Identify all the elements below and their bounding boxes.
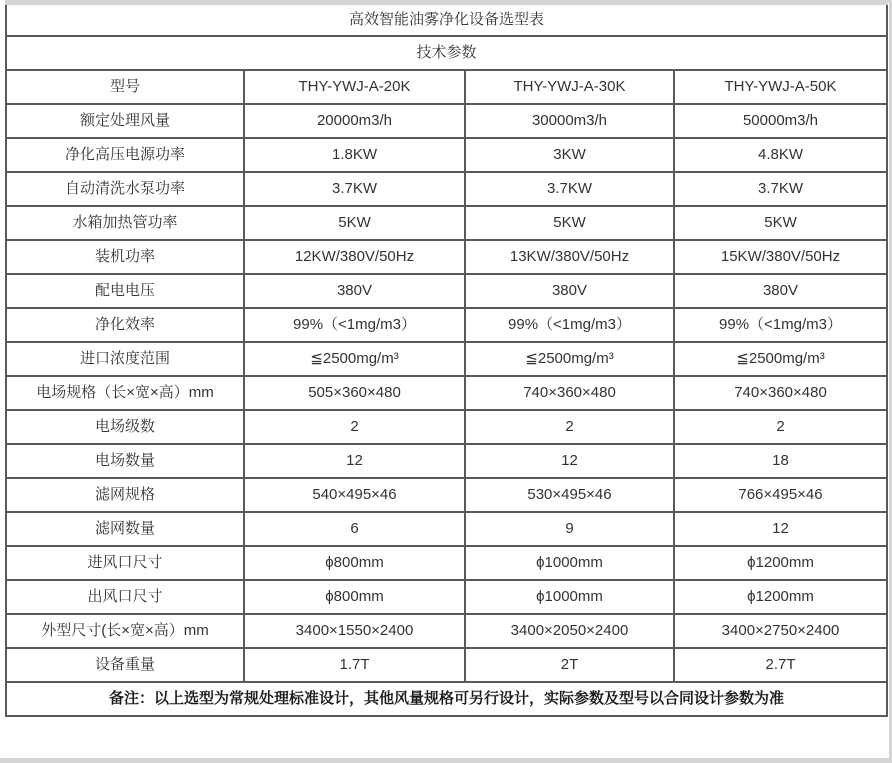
- spec-value-cell: 99%（<1mg/m3）: [465, 308, 674, 342]
- spec-row-weight: [6, 648, 887, 682]
- spec-value-cell: 20000m3/h: [244, 104, 465, 138]
- spec-row-heater-power: [6, 206, 887, 240]
- spec-label-cell: 自动清洗水泵功率: [6, 172, 244, 206]
- spec-value-cell: 13KW/380V/50Hz: [465, 240, 674, 274]
- spec-label-cell: 装机功率: [6, 240, 244, 274]
- section-row: [6, 36, 887, 70]
- spec-row-installed-power: [6, 240, 887, 274]
- spec-row-hv-power: [6, 138, 887, 172]
- spec-value-cell: 2: [244, 410, 465, 444]
- spec-row-inlet-size: [6, 546, 887, 580]
- spec-label-cell: 滤网规格: [6, 478, 244, 512]
- spec-value-cell: THY-YWJ-A-20K: [244, 70, 465, 104]
- spec-value-cell: 4.8KW: [674, 138, 887, 172]
- spec-value-cell: 50000m3/h: [674, 104, 887, 138]
- page-edge-bottom: [0, 758, 892, 763]
- spec-value-cell: 99%（<1mg/m3）: [244, 308, 465, 342]
- spec-value-cell: ≦2500mg/m³: [465, 342, 674, 376]
- table-title: 高效智能油雾净化设备选型表: [6, 4, 887, 37]
- spec-value-cell: 9: [465, 512, 674, 546]
- note-text: 备注：以上选型为常规处理标准设计，其他风量规格可另行设计，实际参数及型号以合同设计参数为准: [6, 682, 887, 716]
- spec-value-cell: 1.8KW: [244, 138, 465, 172]
- spec-value-cell: ≦2500mg/m³: [244, 342, 465, 376]
- spec-row-inlet-concentration: [6, 342, 887, 376]
- spec-value-cell: 380V: [465, 274, 674, 308]
- spec-value-cell: ϕ1000mm: [465, 580, 674, 614]
- spec-row-field-size: [6, 376, 887, 410]
- spec-value-cell: ≦2500mg/m³: [674, 342, 887, 376]
- spec-value-cell: ϕ800mm: [244, 546, 465, 580]
- spec-label-cell: 水箱加热管功率: [6, 206, 244, 240]
- spec-label-cell: 额定处理风量: [6, 104, 244, 138]
- spec-row-filter-size: [6, 478, 887, 512]
- spec-value-cell: THY-YWJ-A-50K: [674, 70, 887, 104]
- spec-value-cell: 3.7KW: [465, 172, 674, 206]
- spec-value-cell: 505×360×480: [244, 376, 465, 410]
- spec-value-cell: 3400×1550×2400: [244, 614, 465, 648]
- spec-table: [5, 2, 888, 717]
- spec-value-cell: 3400×2750×2400: [674, 614, 887, 648]
- spec-label-cell: 设备重量: [6, 648, 244, 682]
- spec-row-outlet-size: [6, 580, 887, 614]
- spec-value-cell: 12KW/380V/50Hz: [244, 240, 465, 274]
- spec-row-filter-count: [6, 512, 887, 546]
- spec-label-cell: 电场级数: [6, 410, 244, 444]
- spec-row-overall-size: [6, 614, 887, 648]
- spec-value-cell: 766×495×46: [674, 478, 887, 512]
- spec-label-cell: 型号: [6, 70, 244, 104]
- spec-row-model: [6, 70, 887, 104]
- spec-value-cell: 740×360×480: [465, 376, 674, 410]
- spec-value-cell: 380V: [674, 274, 887, 308]
- spec-value-cell: 15KW/380V/50Hz: [674, 240, 887, 274]
- spec-value-cell: 5KW: [465, 206, 674, 240]
- spec-value-cell: 540×495×46: [244, 478, 465, 512]
- spec-row-field-count: [6, 444, 887, 478]
- spec-row-efficiency: [6, 308, 887, 342]
- note-row: [6, 682, 887, 716]
- spec-label-cell: 进口浓度范围: [6, 342, 244, 376]
- spec-value-cell: ϕ1000mm: [465, 546, 674, 580]
- spec-label-cell: 进风口尺寸: [6, 546, 244, 580]
- spec-value-cell: 18: [674, 444, 887, 478]
- spec-value-cell: 3KW: [465, 138, 674, 172]
- spec-value-cell: 6: [244, 512, 465, 546]
- table-title-row: [6, 4, 887, 37]
- spec-value-cell: 1.7T: [244, 648, 465, 682]
- spec-value-cell: 99%（<1mg/m3）: [674, 308, 887, 342]
- spec-value-cell: 2.7T: [674, 648, 887, 682]
- spec-row-airflow: [6, 104, 887, 138]
- spec-label-cell: 净化效率: [6, 308, 244, 342]
- spec-label-cell: 净化高压电源功率: [6, 138, 244, 172]
- spec-value-cell: 740×360×480: [674, 376, 887, 410]
- spec-label-cell: 配电电压: [6, 274, 244, 308]
- section-header: 技术参数: [6, 36, 887, 70]
- spec-value-cell: 12: [674, 512, 887, 546]
- spec-row-field-stages: [6, 410, 887, 444]
- spec-label-cell: 电场规格（长×宽×高）mm: [6, 376, 244, 410]
- spec-value-cell: ϕ1200mm: [674, 580, 887, 614]
- spec-value-cell: 3.7KW: [244, 172, 465, 206]
- spec-value-cell: 12: [244, 444, 465, 478]
- spec-value-cell: 30000m3/h: [465, 104, 674, 138]
- spec-value-cell: 3400×2050×2400: [465, 614, 674, 648]
- spec-value-cell: 2: [674, 410, 887, 444]
- spec-label-cell: 电场数量: [6, 444, 244, 478]
- spec-value-cell: THY-YWJ-A-30K: [465, 70, 674, 104]
- spec-label-cell: 出风口尺寸: [6, 580, 244, 614]
- spec-row-pump-power: [6, 172, 887, 206]
- spec-value-cell: ϕ800mm: [244, 580, 465, 614]
- spec-value-cell: ϕ1200mm: [674, 546, 887, 580]
- spec-value-cell: 2T: [465, 648, 674, 682]
- spec-label-cell: 外型尺寸(长×宽×高）mm: [6, 614, 244, 648]
- spec-value-cell: 5KW: [674, 206, 887, 240]
- spec-label-cell: 滤网数量: [6, 512, 244, 546]
- spec-value-cell: 5KW: [244, 206, 465, 240]
- spec-value-cell: 530×495×46: [465, 478, 674, 512]
- spec-value-cell: 2: [465, 410, 674, 444]
- spec-value-cell: 380V: [244, 274, 465, 308]
- spec-row-voltage: [6, 274, 887, 308]
- spec-value-cell: 3.7KW: [674, 172, 887, 206]
- spec-value-cell: 12: [465, 444, 674, 478]
